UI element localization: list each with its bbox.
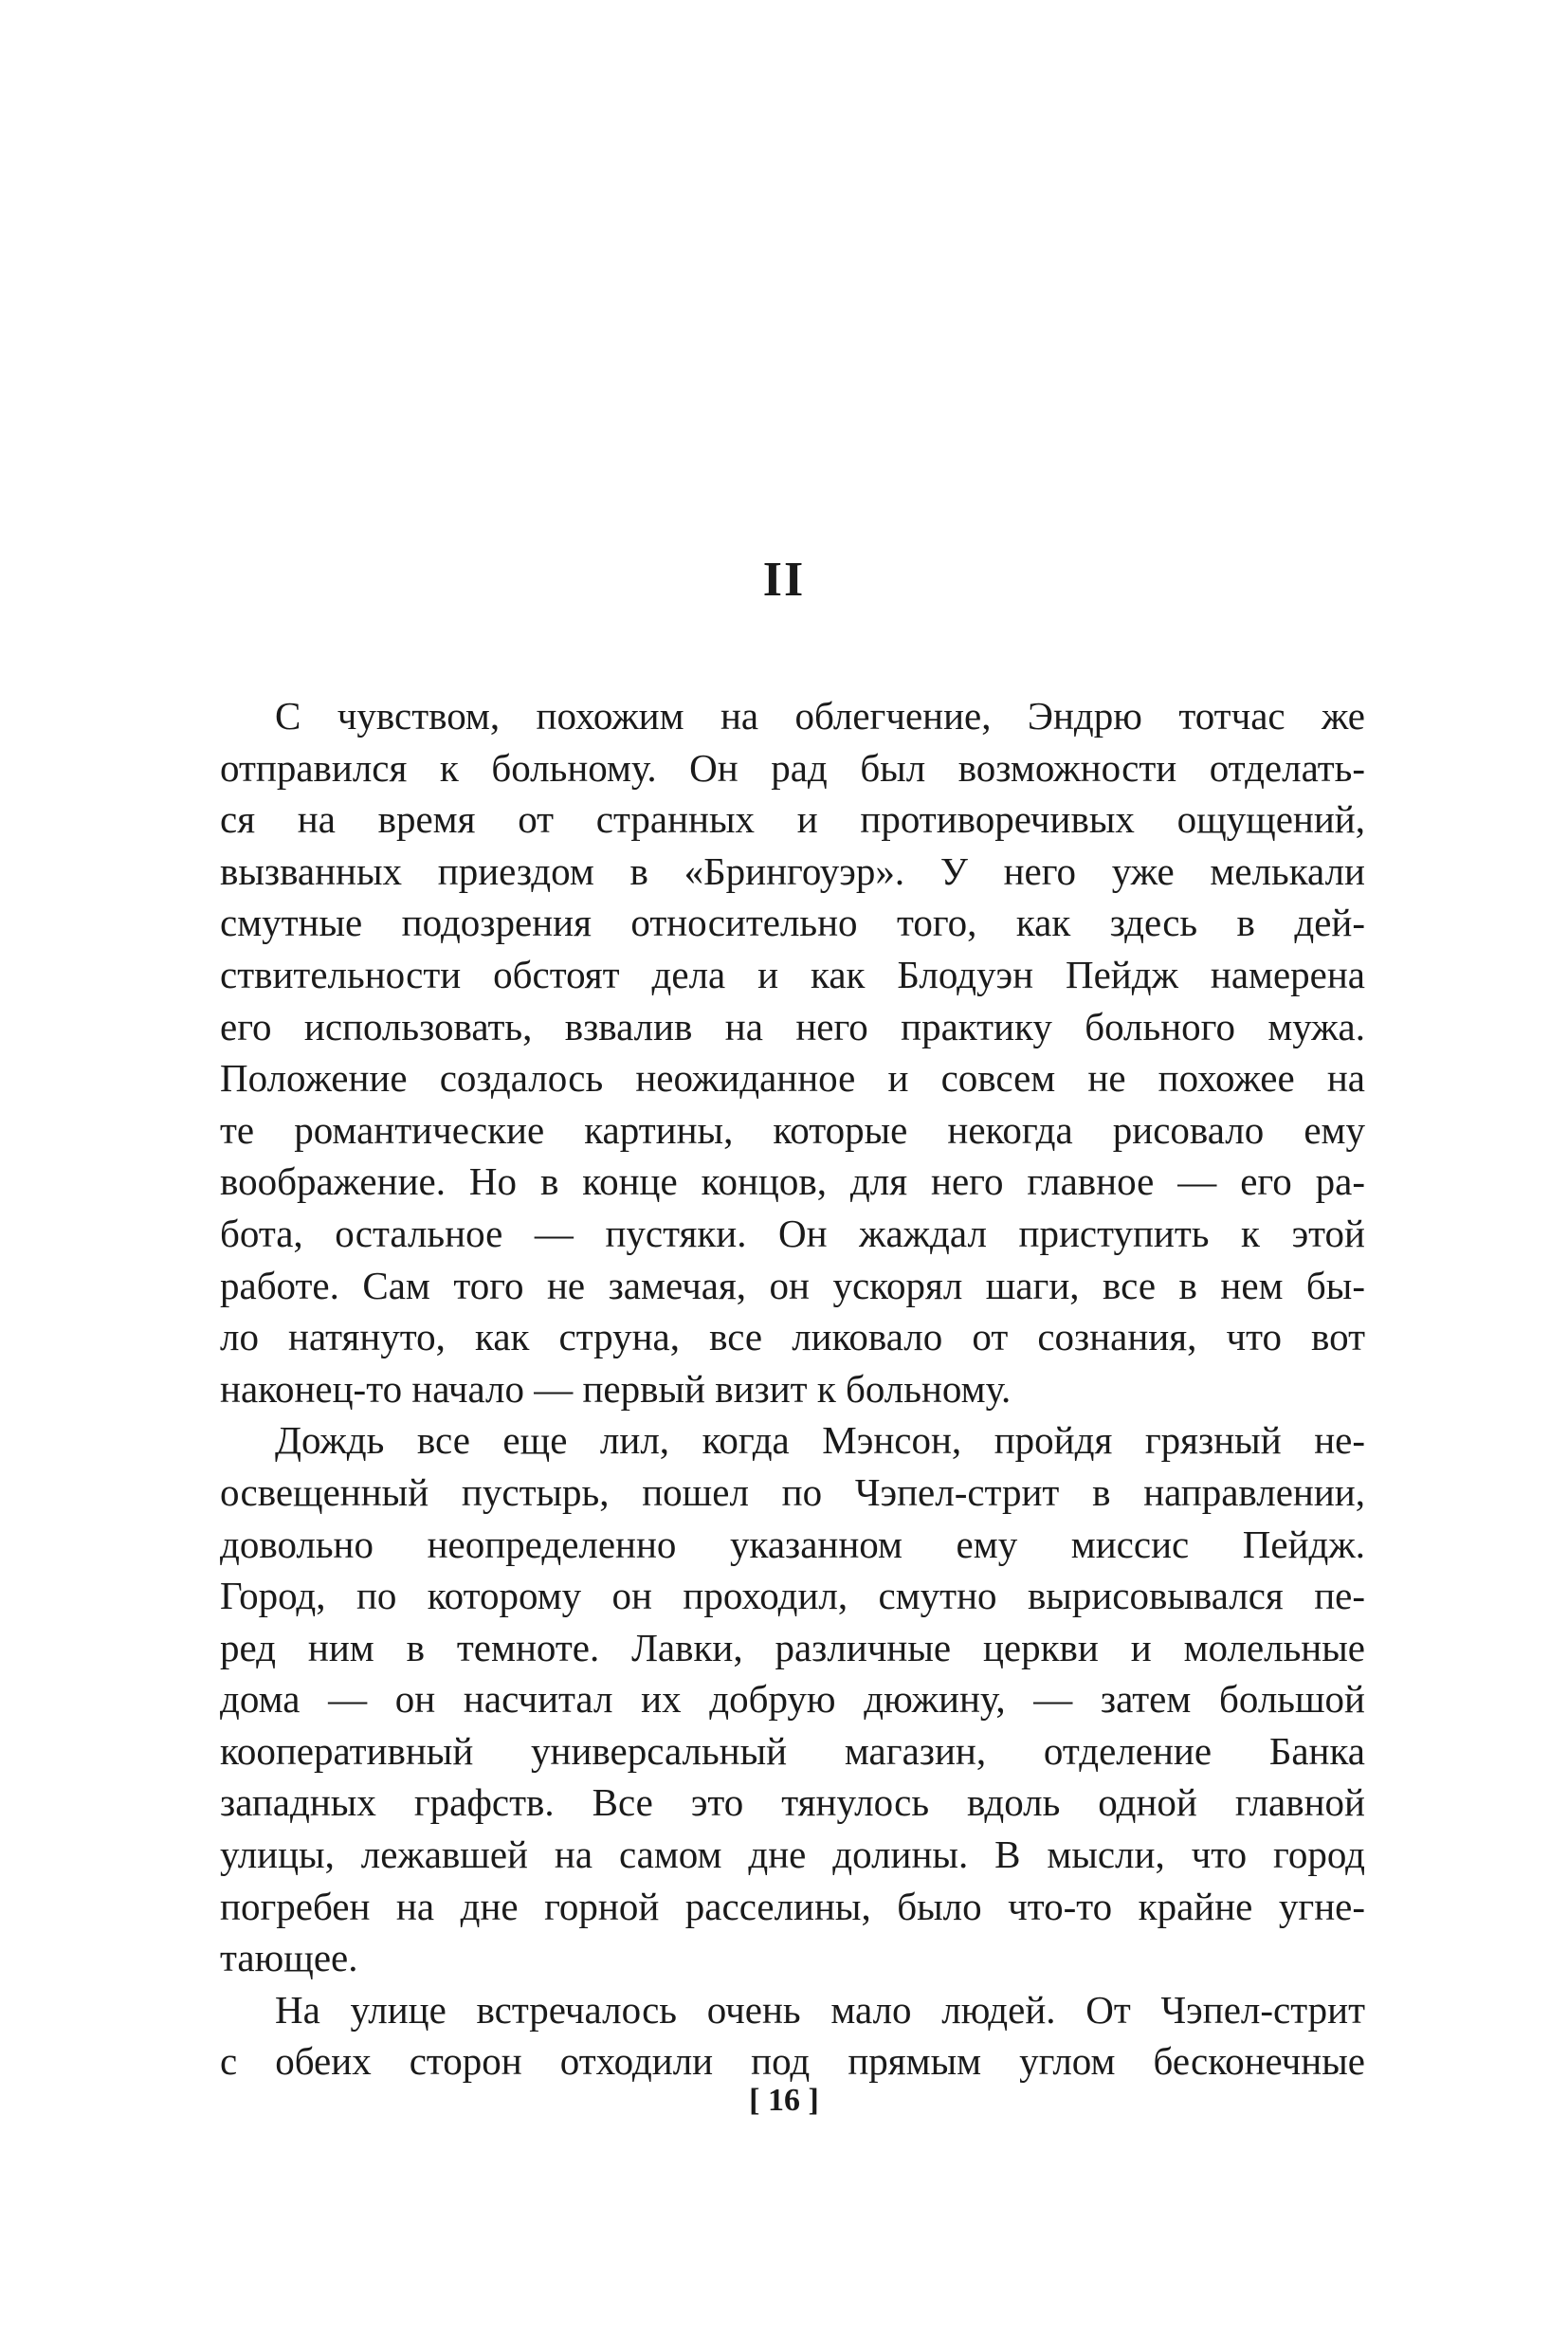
chapter-heading: II [762,553,806,607]
text-line: дома — он насчитал их добрую дюжину, — затем большой [220,1677,1365,1722]
text-line: тающее. [220,1936,358,1980]
text-line: Дождь все еще лил, когда Мэнсон, пройдя грязный не- [275,1418,1365,1463]
text-line: кооперативный универсальный магазин, отделение Банка [220,1728,1365,1773]
text-line: улицы, лежавшей на самом дне долины. В мысли, что город [220,1832,1365,1877]
text-line: ред ним в темноте. Лавки, различные церкви и молельные [220,1625,1365,1669]
text-line: Положение создалось неожиданное и совсем не похожее на [220,1056,1365,1101]
text-line: воображение. Но в конце концов, для него главное — его ра- [220,1159,1365,1204]
text-line: его использовать, взвалив на него практику больного мужа. [220,1004,1365,1048]
paragraph-1 [220,690,1365,1414]
text-line: с обеих сторон отходили под прямым углом бесконечные [220,2039,1365,2084]
text-line: Город, по которому он проходил, смутно вырисовывался пе- [220,1574,1365,1618]
text-line: ло натянуто, как струна, все ликовало от сознания, что вот [220,1315,1365,1359]
text-line: те романтические картины, которые некогда рисовало ему [220,1107,1365,1152]
text-line: освещенный пустырь, пошел по Чэпел-стрит в направлении, [220,1469,1365,1514]
text-line: смутные подозрения относительно того, как здесь в дей- [220,901,1365,945]
paragraph-2 [220,1414,1365,1984]
text-line: На улице встречалось очень мало людей. От Чэпел-стрит [275,1987,1365,2032]
text-line: С чувством, похожим на облегчение, Эндрю тотчас же [275,694,1365,738]
text-line: довольно неопределенно указанном ему миссис Пейдж. [220,1522,1365,1566]
text-line: наконец-то начало — первый визит к больному. [220,1366,1012,1411]
body-text [220,690,1365,2088]
text-line: отправился к больному. Он рад был возможности отделать- [220,745,1365,790]
text-line: работе. Сам того не замечая, он ускорял шаги, все в нем бы- [220,1263,1365,1307]
paragraph-3 [220,1984,1365,2088]
text-line: западных графств. Все это тянулось вдоль одной главной [220,1780,1365,1825]
page-number: [ 16 ] [749,2083,819,2118]
text-line: погребен на дне горной расселины, было что-то крайне угне- [220,1884,1365,1928]
text-line: бота, остальное — пустяки. Он жаждал приступить к этой [220,1211,1365,1255]
text-line: ся на время от странных и противоречивых ощущений, [220,797,1365,842]
text-line: вызванных приездом в «Брингоуэр». У него уже мелькали [220,848,1365,893]
text-line: ствительности обстоят дела и как Блодуэн Пейдж намерена [220,952,1365,996]
